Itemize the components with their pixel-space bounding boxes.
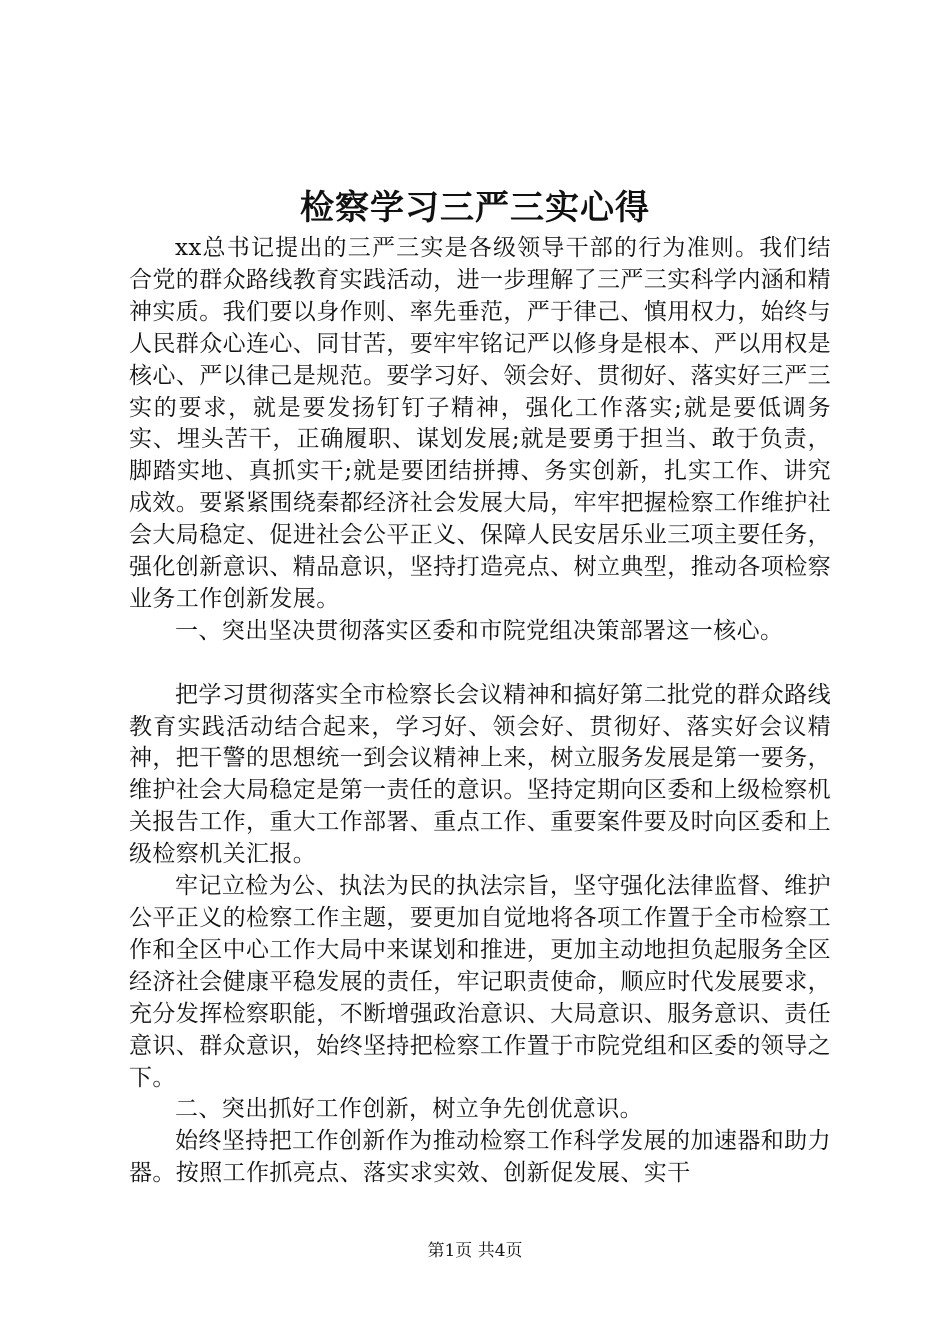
section-heading-2: 二、突出抓好工作创新，树立争先创优意识。 [175, 1096, 643, 1123]
page-number-footer: 第1页 共4页 [427, 1241, 523, 1261]
document-body [129, 233, 831, 1190]
paragraph-intro: xx总书记提出的三严三实是各级领导干部的行为准则。我们结合党的群众路线教育实践活动，进一步理解了三严三实科学内涵和精神实质。我们要以身作则、率先垂范，严于律己、慎用权力，始终与人民群众心连心、同甘苦，要牢牢铭记严以修身是根本、严以用权是核心、严以律己是规范。要学习好、领会好、贯彻好、落实好三严三实的要求，就是要发扬钉钉子精神，强化工作落实;就是要低调务实、埋头苦干，正确履职、谋划发展;就是要勇于担当、敢于负责，脚踏实地、真抓实干;就是要团结拼搏、务实创新，扎实工作、讲究成效。要紧紧围绕秦都经济社会发展大局，牢牢把握检察工作维护社会大局稳定、促进社会公平正义、保障人民安居乐业三项主要任务，强化创新意识、精品意识，坚持打造亮点、树立典型，推动各项检察业务工作创新发展。 [129, 235, 831, 612]
paragraph-section-1-a: 把学习贯彻落实全市检察长会议精神和搞好第二批党的群众路线教育实践活动结合起来，学习好、领会好、贯彻好、落实好会议精神，把干警的思想统一到会议精神上来，树立服务发展是第一要务，维护社会大局稳定是第一责任的意识。坚持定期向区委和上级检察机关报告工作，重大工作部署、重点工作、重要案件要及时向区委和上级检察机关汇报。 [129, 681, 831, 868]
paragraph-section-1-b: 牢记立检为公、执法为民的执法宗旨，坚守强化法律监督、维护公平正义的检察工作主题，要更加自觉地将各项工作置于全市检察工作和全区中心工作大局中来谋划和推进，更加主动地担负起服务全区经济社会健康平稳发展的责任，牢记职责使命，顺应时代发展要求，充分发挥检察职能，不断增强政治意识、大局意识、服务意识、责任意识、群众意识，始终坚持把检察工作置于市院党组和区委的领导之下。 [129, 873, 831, 1091]
section-heading-1: 一、突出坚决贯彻落实区委和市院党组决策部署这一核心。 [175, 617, 784, 644]
document-title: 检察学习三严三实心得 [300, 188, 650, 228]
paragraph-section-2-a: 始终坚持把工作创新作为推动检察工作科学发展的加速器和助力器。按照工作抓亮点、落实求实效、创新促发展、实干 [129, 1128, 831, 1187]
blank-line [129, 648, 831, 680]
